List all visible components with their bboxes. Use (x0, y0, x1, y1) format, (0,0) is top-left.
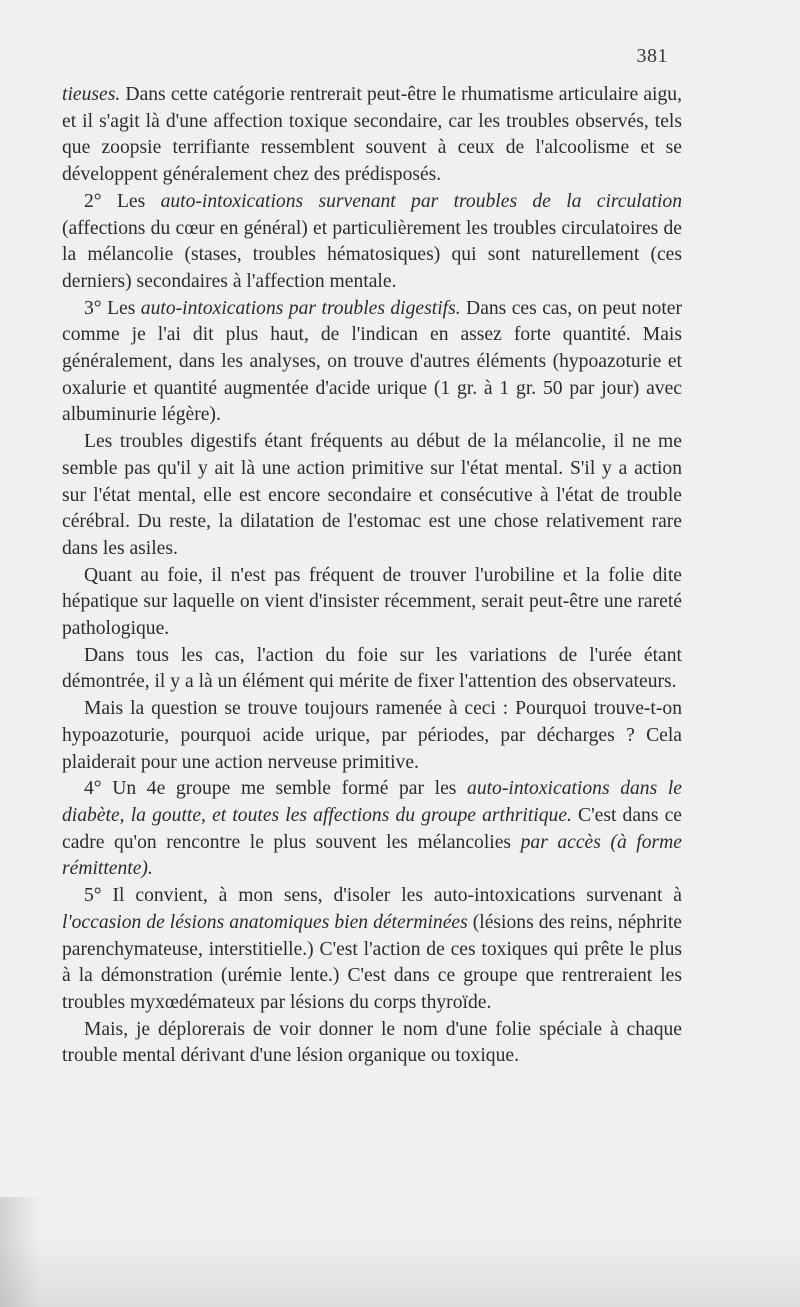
paragraph (62, 696, 682, 776)
text-run: Mais, je déplorerais de voir donner le nom d'une folie spéciale à chaque trouble mental dérivant d'une lésion organique ou toxique. (62, 1018, 682, 1067)
paragraph (62, 563, 682, 643)
page-shadow (0, 1237, 800, 1307)
text-run: Quant au foie, il n'est pas fréquent de trouver l'urobiline et la folie dite hépatique sur laquelle on vient d'insister récemment, serait peut-être une rareté pathologique. (62, 564, 682, 640)
text-run: Dans ces cas, on peut noter comme je l'ai dit plus haut, de l'indican en assez forte quantité. Mais généralement, dans les analyses, on trouve d'autres éléments (hypoazoturie et oxalurie et quantité augmentée d'acide urique (1 gr. à 1 gr. 50 par jour) avec albuminurie légère). (62, 297, 682, 426)
paragraph (62, 189, 682, 296)
italic-text: par accès (à forme rémittente). (62, 831, 683, 880)
italic-text: auto-intoxications dans le diabète, la goutte, et toutes les affections du groupe arthritique. (62, 778, 682, 826)
paragraph (62, 776, 682, 883)
text-run: (lésions des reins, néphrite parenchymateuse, interstitielle.) C'est l'action de ces toxiques qui prête le plus à la démonstration (urémie lente.) C'est dans ce groupe que rentreraient les troubles myxœdémateux par lésions du corps thyroïde. (62, 911, 682, 1013)
text-run: Dans cette catégorie rentrerait peut-être le rhumatisme articulaire aigu, et il s'agit là d'une affection toxique secondaire, car les troubles observés, tels que zoopsie terrifiante ressemblent souvent à ceux de l'alcoolisme et se développent généralement chez des prédisposés. (62, 84, 682, 186)
text-run: C'est dans ce cadre qu'on rencontre le plus souvent les mélancolies (62, 804, 682, 853)
paragraph (62, 643, 682, 696)
text-run: 4° Un 4e groupe me semble formé par les (84, 778, 468, 800)
page-number: 381 (636, 45, 668, 67)
paragraph (62, 429, 682, 563)
paragraph (62, 82, 682, 189)
body-text (62, 82, 682, 1070)
paragraph (62, 296, 682, 430)
paragraph (62, 1017, 682, 1070)
italic-text: l'occasion de lésions anatomiques bien déterminées (62, 911, 468, 933)
text-run: (affections du cœur en général) et particulièrement les troubles circulatoires de la mélancolie (stases, troubles hématosiques) qui sont naturellement (ces derniers) secondaires à l'affection mentale. (62, 217, 682, 292)
text-run: 2° Les (84, 190, 161, 212)
text-run: Les troubles digestifs étant fréquents au début de la mélancolie, il ne me semble pas qu'il y ait là une action primitive sur l'état mental. S'il y a action sur l'état mental, elle est encore secondaire et consécutive à l'état de trouble cérébral. Du reste, la dilatation de l'estomac est une chose relativement rare dans les asiles. (62, 431, 682, 559)
text-run: Dans tous les cas, l'action du foie sur les variations de l'urée étant démontrée, il y a là un élément qui mérite de fixer l'attention des observateurs. (62, 644, 682, 693)
italic-text: tieuses. (62, 84, 121, 105)
text-run: Mais la question se trouve toujours ramenée à ceci : Pourquoi trouve-t-on hypoazoturie, pourquoi acide urique, par périodes, par décharges ? Cela plaiderait pour une action nerveuse primitive. (62, 698, 682, 773)
italic-text: auto-intoxications par troubles digestifs. (140, 297, 461, 319)
italic-text: auto-intoxications survenant par troubles de la circulation (160, 190, 682, 212)
text-run: 5° Il convient, à mon sens, d'isoler les auto-intoxications survenant à (84, 885, 682, 907)
page-corner-shadow (0, 1197, 40, 1307)
paragraph (62, 883, 682, 1017)
text-run: 3° Les (84, 297, 141, 319)
